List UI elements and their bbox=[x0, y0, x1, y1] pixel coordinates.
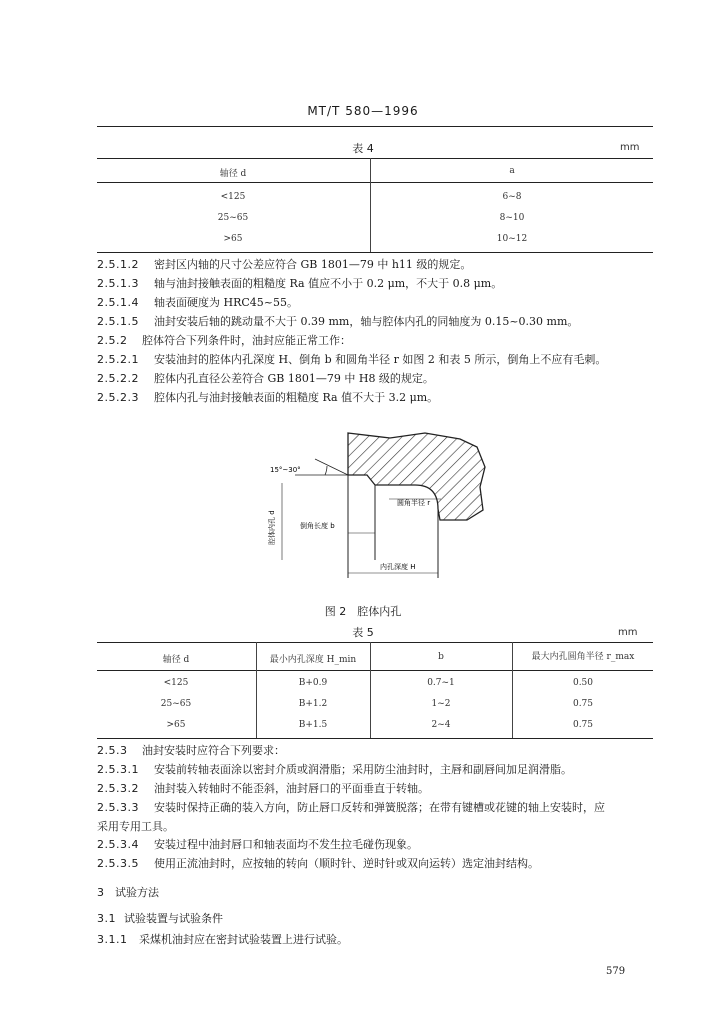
table4-cell: 10~12 bbox=[496, 234, 528, 244]
table5-header-rmax: 最大内孔圆角半径 r_max bbox=[531, 652, 635, 662]
table4-top-rule bbox=[97, 158, 653, 159]
table5-cell: B+1.5 bbox=[298, 720, 328, 730]
table5-cell: B+0.9 bbox=[298, 678, 328, 688]
clause-2-5-1-5: 2.5.1.5 油封安装后轴的跳动量不大于 0.39 mm，轴与腔体内孔的同轴度为 0.15~0.30 mm。 bbox=[97, 315, 579, 328]
clause-2-5-3: 2.5.3 油封安装时应符合下列要求： bbox=[97, 744, 285, 757]
table4-divider bbox=[370, 158, 371, 252]
table5-cell: 0.50 bbox=[572, 678, 594, 688]
clause-3-1-1: 3.1.1 采煤机油封应在密封试验装置上进行试验。 bbox=[97, 933, 348, 946]
table5-bottom-rule bbox=[97, 738, 653, 739]
table4-bottom-rule bbox=[97, 252, 653, 253]
page-number: 579 bbox=[606, 966, 626, 977]
table4-header-rule bbox=[97, 182, 653, 183]
table4-cell: 25~65 bbox=[217, 213, 249, 223]
table5-unit: mm bbox=[618, 627, 638, 638]
clause-2-5-2-3: 2.5.2.3 腔体内孔与油封接触表面的粗糙度 Ra 值不大于 3.2 μm。 bbox=[97, 391, 439, 404]
table5-cell: 25~65 bbox=[160, 699, 192, 709]
radius-label: 圆角半径 r bbox=[397, 499, 431, 507]
table5-header-hmin: 最小内孔深度 H_min bbox=[269, 655, 357, 665]
table5-header-rule bbox=[97, 670, 653, 671]
clause-2-5-1-2: 2.5.1.2 密封区内轴的尺寸公差应符合 GB 1801—79 中 h11 级的规定。 bbox=[97, 258, 472, 271]
clause-3-1: 3.1 试验装置与试验条件 bbox=[97, 912, 223, 925]
table5-divider bbox=[512, 642, 513, 738]
table4-cell: <125 bbox=[220, 192, 246, 202]
table5-caption: 表 5 bbox=[352, 626, 374, 639]
table5-cell: 0.7~1 bbox=[427, 678, 455, 688]
table5-cell: 2~4 bbox=[431, 720, 451, 730]
table5-header-b: b bbox=[438, 652, 444, 662]
table5-divider bbox=[370, 642, 371, 738]
table4-cell: 6~8 bbox=[502, 192, 522, 202]
table5-cell: 1~2 bbox=[431, 699, 451, 709]
angle-line bbox=[315, 459, 348, 475]
clause-2-5-3-1: 2.5.3.1 安装前转轴表面涂以密封介质或润滑脂；采用防尘油封时，主唇和副唇间加足润滑脂。 bbox=[97, 763, 572, 776]
table5-cell: 0.75 bbox=[572, 720, 594, 730]
table4-cell: >65 bbox=[223, 234, 243, 244]
chamfer-label: 倒角长度 b bbox=[300, 522, 335, 530]
clause-2-5-1-4: 2.5.1.4 轴表面硬度为 HRC45~55。 bbox=[97, 296, 298, 309]
clause-2-5-3-3-continued: 采用专用工具。 bbox=[97, 820, 174, 833]
angle-arc bbox=[325, 466, 327, 475]
table5-divider bbox=[256, 642, 257, 738]
table5-cell: 0.75 bbox=[572, 699, 594, 709]
table4-cell: 8~10 bbox=[499, 213, 525, 223]
table5-cell: >65 bbox=[166, 720, 186, 730]
section-3-heading: 3 试验方法 bbox=[97, 886, 159, 899]
angle-label: 15°~30° bbox=[270, 466, 301, 474]
clause-2-5-3-3: 2.5.3.3 安装时保持正确的装入方向，防止唇口反转和弹簧脱落；在带有键槽或花键的轴上安装时，应 bbox=[97, 801, 605, 814]
clause-2-5-3-4: 2.5.3.4 安装过程中油封唇口和轴表面均不发生拉毛碰伤现象。 bbox=[97, 838, 418, 851]
table4-header-d: 轴径 d bbox=[219, 169, 247, 179]
clause-2-5-3-2: 2.5.3.2 油封装入转轴时不能歪斜，油封唇口的平面垂直于转轴。 bbox=[97, 782, 429, 795]
table4-unit: mm bbox=[620, 142, 640, 153]
bore-label: 腔体内孔 d bbox=[268, 510, 276, 545]
document-code-header: MT/T 580—1996 bbox=[307, 104, 419, 118]
clause-2-5-2: 2.5.2 腔体符合下列条件时，油封应能正常工作： bbox=[97, 334, 351, 347]
figure-caption: 图 2 腔体内孔 bbox=[324, 605, 402, 618]
table5-header-d: 轴径 d bbox=[162, 655, 190, 665]
clause-2-5-1-3: 2.5.1.3 轴与油封接触表面的粗糙度 Ra 值应不小于 0.2 μm，不大于 0.8 μm。 bbox=[97, 277, 503, 290]
table5-cell: <125 bbox=[163, 678, 189, 688]
table4-header-a: a bbox=[509, 166, 515, 176]
table5-top-rule bbox=[97, 642, 653, 643]
depth-label: 内孔深度 H bbox=[380, 563, 416, 571]
clause-2-5-3-5: 2.5.3.5 使用正流油封时，应按轴的转向（顺时针、逆时针或双向运转）选定油封结构。 bbox=[97, 857, 539, 870]
table5-cell: B+1.2 bbox=[298, 699, 328, 709]
clause-2-5-2-2: 2.5.2.2 腔体内孔直径公差符合 GB 1801—79 中 H8 级的规定。 bbox=[97, 372, 434, 385]
clause-2-5-2-1: 2.5.2.1 安装油封的腔体内孔深度 H、倒角 b 和圆角半径 r 如图 2 和表 5 所示，倒角上不应有毛刺。 bbox=[97, 353, 607, 366]
bore-figure bbox=[255, 425, 495, 595]
header-rule bbox=[97, 126, 653, 127]
table4-caption: 表 4 bbox=[352, 142, 374, 155]
